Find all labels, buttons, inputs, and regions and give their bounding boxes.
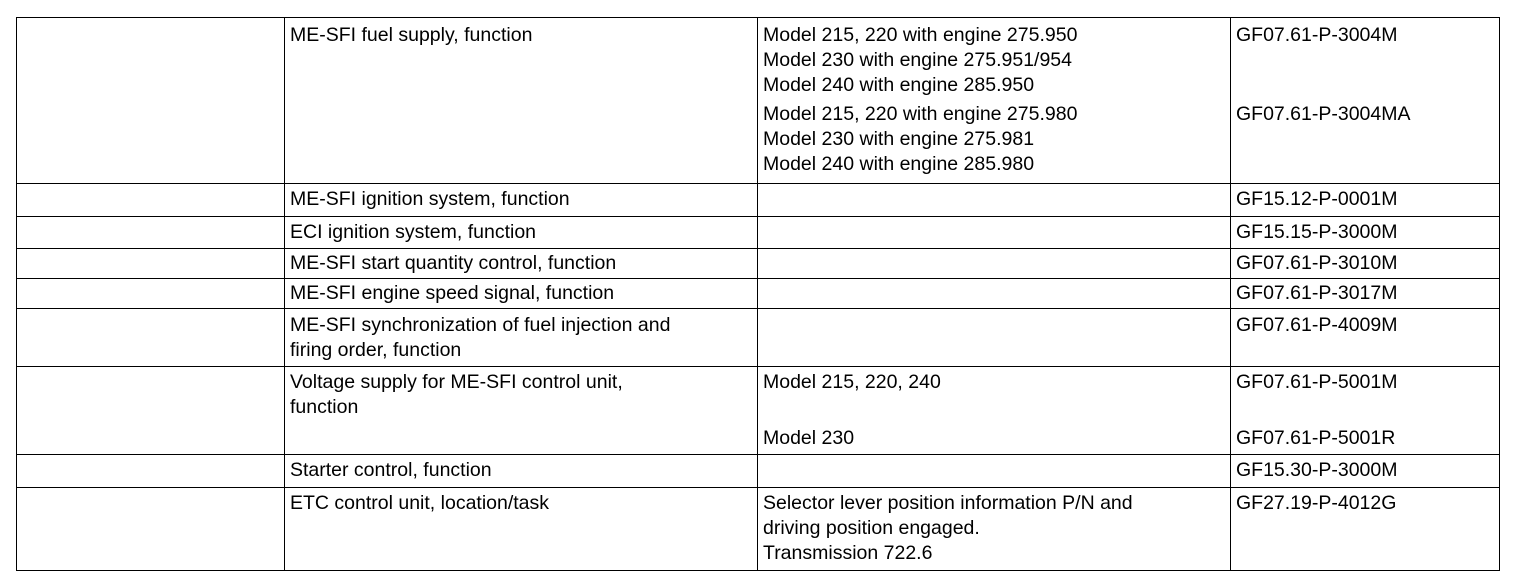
notes-text: Model 240 with engine 285.980 xyxy=(763,153,1035,175)
notes-text: Model 230 xyxy=(763,427,855,449)
notes-cell xyxy=(758,18,1231,184)
doc-ref-text: GF07.61-P-5001R xyxy=(1236,427,1396,449)
blank-cell xyxy=(17,488,285,571)
notes-cell xyxy=(758,309,1231,367)
doc-ref-cell xyxy=(1231,217,1500,249)
table-row xyxy=(17,18,1500,184)
function-text: function xyxy=(290,396,359,418)
notes-text: Model 215, 220 with engine 275.950 xyxy=(763,24,1078,46)
doc-ref-text: GF07.61-P-3004M xyxy=(1236,24,1398,46)
blank-cell xyxy=(17,18,285,184)
doc-ref-text: GF07.61-P-3017M xyxy=(1236,282,1398,304)
doc-ref-cell xyxy=(1231,488,1500,571)
function-cell xyxy=(285,455,758,488)
doc-ref-text: GF15.12-P-0001M xyxy=(1236,188,1398,210)
notes-text: Model 230 with engine 275.951/954 xyxy=(763,49,1072,71)
doc-ref-text: GF07.61-P-4009M xyxy=(1236,314,1398,336)
notes-text: Model 215, 220 with engine 275.980 xyxy=(763,103,1078,125)
notes-group xyxy=(763,23,1230,98)
table-row xyxy=(17,367,1500,455)
notes-text: Model 230 with engine 275.981 xyxy=(763,128,1035,150)
blank-cell xyxy=(17,217,285,249)
function-text: ME-SFI start quantity control, function xyxy=(290,252,617,274)
function-text: ETC control unit, location/task xyxy=(290,492,550,514)
function-text: ME-SFI ignition system, function xyxy=(290,188,570,210)
notes-cell xyxy=(758,367,1231,455)
function-text: ME-SFI fuel supply, function xyxy=(290,24,533,46)
table-row xyxy=(17,455,1500,488)
function-cell xyxy=(285,249,758,279)
notes-text: Model 240 with engine 285.950 xyxy=(763,74,1035,96)
function-cell xyxy=(285,488,758,571)
table-row xyxy=(17,488,1500,571)
function-cell xyxy=(285,18,758,184)
doc-ref-cell xyxy=(1231,249,1500,279)
doc-ref-text: GF07.61-P-3010M xyxy=(1236,252,1398,274)
notes-cell xyxy=(758,249,1231,279)
function-text: ME-SFI engine speed signal, function xyxy=(290,282,615,304)
doc-ref-cell xyxy=(1231,184,1500,217)
table-row xyxy=(17,309,1500,367)
doc-ref-text: GF15.30-P-3000M xyxy=(1236,459,1398,481)
function-cell xyxy=(285,279,758,309)
function-text: ECI ignition system, function xyxy=(290,221,537,243)
function-cell xyxy=(285,309,758,367)
function-text: firing order, function xyxy=(290,339,462,361)
notes-cell xyxy=(758,184,1231,217)
function-cell xyxy=(285,184,758,217)
notes-text: Model 215, 220, 240 xyxy=(763,371,941,393)
blank-cell xyxy=(17,309,285,367)
notes-cell xyxy=(758,279,1231,309)
doc-ref-text: GF07.61-P-5001M xyxy=(1236,371,1398,393)
function-reference-table xyxy=(16,17,1500,571)
notes-text: Transmission 722.6 xyxy=(763,542,933,564)
table-row xyxy=(17,279,1500,309)
doc-ref-cell xyxy=(1231,309,1500,367)
notes-cell xyxy=(758,488,1231,571)
blank-cell xyxy=(17,455,285,488)
function-text: Starter control, function xyxy=(290,459,492,481)
doc-ref-text: GF07.61-P-3004MA xyxy=(1236,103,1411,125)
blank-cell xyxy=(17,367,285,455)
notes-cell xyxy=(758,455,1231,488)
notes-cell xyxy=(758,217,1231,249)
doc-ref-cell xyxy=(1231,455,1500,488)
doc-ref-text: GF15.15-P-3000M xyxy=(1236,221,1398,243)
table-row xyxy=(17,249,1500,279)
function-text: ME-SFI synchronization of fuel injection and xyxy=(290,314,671,336)
notes-group xyxy=(763,102,1230,177)
doc-ref-cell xyxy=(1231,279,1500,309)
function-cell xyxy=(285,367,758,455)
function-cell xyxy=(285,217,758,249)
doc-ref-text: GF27.19-P-4012G xyxy=(1236,492,1397,514)
function-text: Voltage supply for ME-SFI control unit, xyxy=(290,371,623,393)
doc-ref-cell xyxy=(1231,367,1500,455)
blank-cell xyxy=(17,184,285,217)
doc-ref-cell xyxy=(1231,18,1500,184)
blank-cell xyxy=(17,249,285,279)
notes-text: driving position engaged. xyxy=(763,517,980,539)
table-row xyxy=(17,184,1500,217)
table-row xyxy=(17,217,1500,249)
notes-text: Selector lever position information P/N and xyxy=(763,492,1133,514)
blank-cell xyxy=(17,279,285,309)
